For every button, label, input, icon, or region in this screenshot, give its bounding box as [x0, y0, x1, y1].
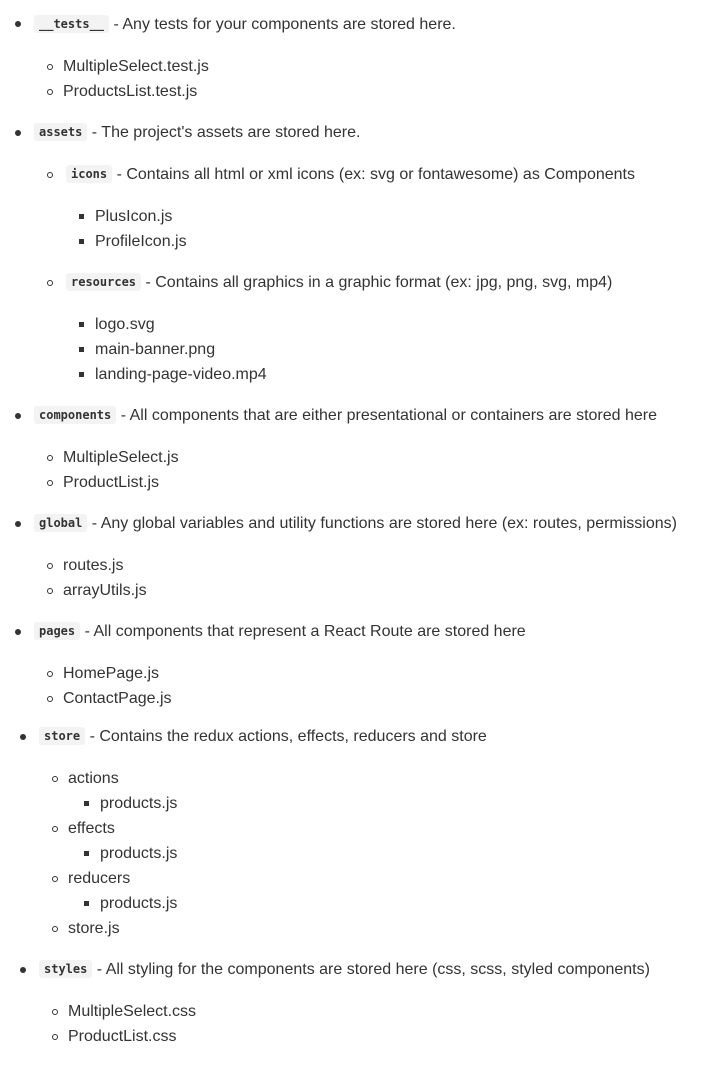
subsection-icons: [66, 162, 635, 187]
bullet: [79, 239, 84, 244]
folder-name-tests: __tests__: [34, 15, 109, 33]
list-item: products.js: [100, 895, 178, 912]
section-description: - All components that are either presentational or containers are stored here: [116, 407, 657, 424]
subsection-description: - Contains all html or xml icons (ex: svg or fontawesome) as Components: [112, 166, 635, 183]
list-item: PlusIcon.js: [95, 208, 173, 225]
list-item: ContactPage.js: [63, 690, 172, 707]
bullet: [79, 372, 84, 377]
section-description: - The project's assets are stored here.: [87, 124, 361, 141]
bullet: [15, 629, 21, 635]
bullet: [47, 455, 53, 461]
folder-name-assets: assets: [34, 123, 87, 141]
list-item: store.js: [68, 920, 120, 937]
bullet: [15, 21, 21, 27]
bullet: [47, 89, 53, 95]
list-item: routes.js: [63, 557, 124, 574]
list-item: products.js: [100, 845, 178, 862]
folder-name-components: components: [34, 406, 116, 424]
folder-name-styles: styles: [39, 960, 92, 978]
section-assets: [34, 120, 360, 145]
bullet: [52, 1009, 58, 1015]
subsection-resources: [66, 270, 612, 295]
bullet: [20, 967, 26, 973]
bullet: [52, 826, 58, 832]
bullet: [52, 876, 58, 882]
bullet: [47, 64, 53, 70]
bullet: [52, 926, 58, 932]
section-pages: [34, 619, 526, 644]
section-styles: [39, 957, 650, 982]
list-item: MultipleSelect.test.js: [63, 58, 209, 75]
bullet: [79, 214, 84, 219]
section-store: [39, 724, 487, 749]
folder-name-resources: resources: [66, 273, 141, 291]
bullet: [47, 671, 53, 677]
list-item: landing-page-video.mp4: [95, 366, 267, 383]
bullet: [15, 130, 21, 136]
section-description: - Contains the redux actions, effects, reducers and store: [85, 728, 487, 745]
bullet: [79, 322, 84, 327]
section-components: [34, 403, 657, 428]
list-item: MultipleSelect.css: [68, 1003, 197, 1020]
bullet: [52, 1034, 58, 1040]
bullet: [15, 413, 21, 419]
bullet: [52, 776, 58, 782]
section-description: - Any tests for your components are stored here.: [109, 16, 456, 33]
bullet: [84, 901, 89, 906]
list-item: reducers: [68, 870, 131, 887]
list-item: arrayUtils.js: [63, 582, 147, 599]
list-item: HomePage.js: [63, 665, 160, 682]
bullet: [79, 347, 84, 352]
section-tests: [34, 12, 456, 37]
list-item: actions: [68, 770, 119, 787]
list-item: ProfileIcon.js: [95, 233, 187, 250]
list-item: ProductsList.test.js: [63, 83, 198, 100]
bullet: [47, 696, 53, 702]
bullet: [84, 801, 89, 806]
bullet: [84, 851, 89, 856]
list-item: ProductList.css: [68, 1028, 177, 1045]
list-item: effects: [68, 820, 115, 837]
bullet: [47, 280, 53, 286]
list-item: logo.svg: [95, 316, 155, 333]
bullet: [47, 172, 53, 178]
list-item: MultipleSelect.js: [63, 449, 179, 466]
list-item: main-banner.png: [95, 341, 216, 358]
bullet: [20, 734, 26, 740]
folder-name-global: global: [34, 514, 87, 532]
list-item: ProductList.js: [63, 474, 160, 491]
bullet: [15, 521, 21, 527]
section-description: - All styling for the components are stored here (css, scss, styled components): [92, 961, 650, 978]
folder-name-icons: icons: [66, 165, 112, 183]
section-global: [34, 511, 677, 536]
subsection-description: - Contains all graphics in a graphic format (ex: jpg, png, svg, mp4): [141, 274, 613, 291]
folder-name-store: store: [39, 727, 85, 745]
bullet: [47, 480, 53, 486]
section-description: - All components that represent a React Route are stored here: [80, 623, 526, 640]
bullet: [47, 563, 53, 569]
bullet: [47, 588, 53, 594]
section-description: - Any global variables and utility functions are stored here (ex: routes, permissions): [87, 515, 677, 532]
folder-name-pages: pages: [34, 622, 80, 640]
list-item: products.js: [100, 795, 178, 812]
